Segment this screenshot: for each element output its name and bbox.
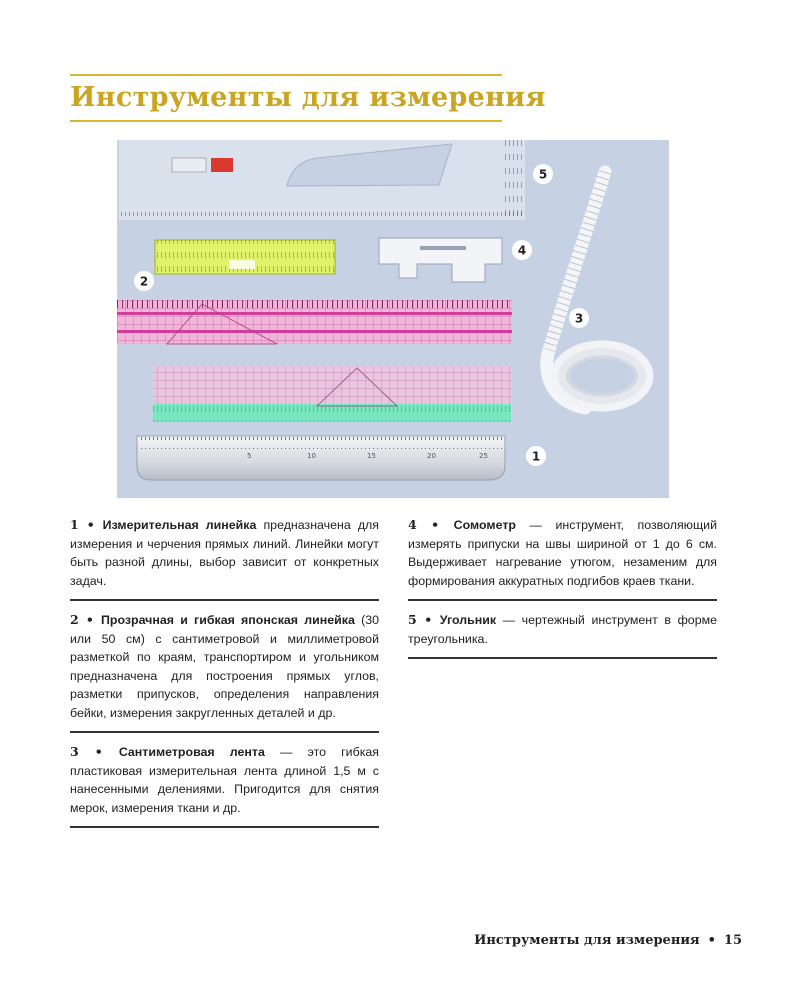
item-text: — инструмент, позволяющий измерять припуски на швы шириной от 1 до 6 см. Выдерживает нагревание утюгом, незаменим для формирования аккуратных подгибов краев ткани. <box>408 518 717 588</box>
item-bullet: • <box>78 744 119 759</box>
callout-3 <box>569 308 589 328</box>
callout-2 <box>134 271 154 291</box>
page-number: 15 <box>723 933 742 948</box>
footer-section-title: Инструменты для измерения <box>474 933 700 948</box>
ruler-number-10: 10 <box>307 452 316 460</box>
page-footer <box>474 933 742 948</box>
item-5 <box>408 611 717 659</box>
item-text: предназначена для измерения и черчения прямых линий. Линейки могут быть разной длины, выбор зависит от конкретных задач. <box>70 518 379 588</box>
ruler-number-5: 5 <box>247 452 252 460</box>
item-text: — чертежный инструмент в форме треугольника. <box>408 613 717 646</box>
item-1 <box>70 516 379 601</box>
item-3 <box>70 743 379 828</box>
ruler-number-20: 20 <box>427 452 436 460</box>
item-4 <box>408 516 717 601</box>
callout-1 <box>526 446 546 466</box>
item-number: 4 <box>408 517 417 532</box>
ruler-number-15: 15 <box>367 452 376 460</box>
title-rule-top <box>70 74 502 76</box>
svg-text:3: 3 <box>574 311 584 326</box>
item-bullet: • <box>416 612 440 627</box>
item-term: Прозрачная и гибкая японская линейка <box>100 613 355 627</box>
callout-5 <box>533 164 553 184</box>
item-number: 1 <box>70 517 79 532</box>
item-number: 2 <box>70 612 79 627</box>
item-text: (30 или 50 см) с сантиметровой и миллиметровой разметкой по краям, транспортиром и угольником предназначена для построения прямых углов, разметки припусков, определения направления бейки, измерения закругленных деталей и др. <box>70 613 379 720</box>
item-bullet: • <box>78 612 101 627</box>
ruler-number-25: 25 <box>479 452 488 460</box>
right-column <box>408 516 717 669</box>
item-term: Угольник <box>439 613 497 627</box>
japanese-ruler-magenta <box>117 300 512 344</box>
svg-text:1: 1 <box>531 449 541 464</box>
title-rule-bottom <box>70 120 502 122</box>
item-term: Сомометр <box>453 518 516 532</box>
item-number: 3 <box>70 744 79 759</box>
yellow-ruler <box>155 240 335 274</box>
svg-text:5: 5 <box>538 167 548 182</box>
measuring-tools-photo <box>117 140 669 498</box>
item-number: 5 <box>408 612 417 627</box>
svg-text:4: 4 <box>517 243 527 258</box>
seam-gauge <box>379 238 502 282</box>
svg-text:2: 2 <box>139 274 149 289</box>
item-bullet: • <box>78 517 103 532</box>
item-bullet: • <box>416 517 454 532</box>
footer-bullet: • <box>707 933 716 948</box>
item-2 <box>70 611 379 733</box>
tape-measure <box>547 172 648 408</box>
square-tool <box>119 140 525 222</box>
callout-4 <box>512 240 532 260</box>
item-term: Сантиметровая лента <box>118 745 265 759</box>
item-term: Измерительная линейка <box>102 518 257 532</box>
left-column <box>70 516 379 838</box>
aluminium-ruler <box>137 436 505 480</box>
page-title: Инструменты для измерения <box>70 82 546 113</box>
japanese-ruler-green <box>153 366 511 422</box>
item-text: — это гибкая пластиковая измерительная лента длиной 1,5 м с нанесенными делениями. Пригодится для снятия мерок, измерения ткани и др. <box>70 745 379 815</box>
